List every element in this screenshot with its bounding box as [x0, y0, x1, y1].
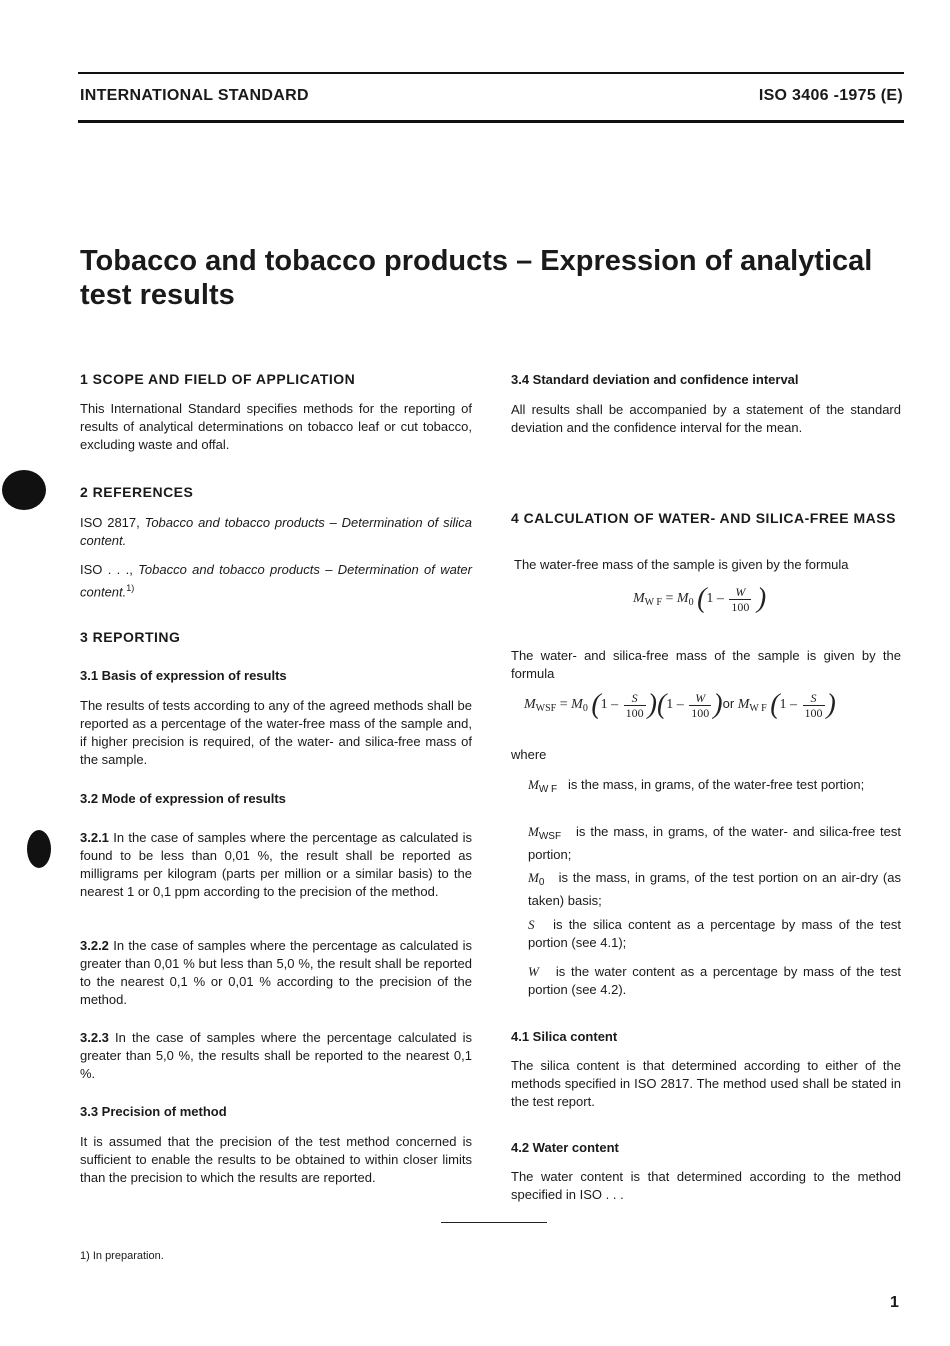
section-3-2-2-text: 3.2.2 In the case of samples where the percentage as calculated is greater than 0,01 % but less than 5,0 %, the result shall be reported to the nearest 0,1 % or 0,01 % according to the precision of the method.: [80, 938, 472, 1007]
punch-hole-mark: [2, 470, 46, 510]
definition-m0: $M_0$ is the mass, in grams, of the test portion on an air-dry (as taken) basis;: [528, 870, 901, 908]
section-4-intro: The water-free mass of the sample is given by the formula: [514, 557, 849, 572]
definition-mwf: $M_{W F}$ is the mass, in grams, of the water-free test portion;: [528, 777, 865, 795]
punch-hole-mark: [27, 830, 51, 868]
section-4-2-text: The water content is that determined according to the method specified in ISO . . .: [511, 1169, 901, 1202]
page-title: Tobacco and tobacco products – Expression of analytical test results: [80, 245, 873, 311]
section-3-3-text: It is assumed that the precision of the test method concerned is sufficient to enable the results to be obtained to within closer limits than the precision to which the results are reported.: [80, 1134, 472, 1185]
reference-2: ISO . . ., Tobacco and tobacco products – Determination of water content.$^{1)}$: [80, 562, 472, 600]
section-3-3-heading: 3.3 Precision of method: [80, 1104, 227, 1119]
where-label: where: [511, 747, 547, 762]
section-4-2-heading: 4.2 Water content: [511, 1140, 619, 1155]
definition-mwsf: $M_{WSF}$ is the mass, in grams, of the water- and silica-free test portion;: [528, 824, 901, 862]
header-rule: [78, 120, 904, 123]
formula-water-free-mass: $M_{W F} = M_0$ (1 – $\frac{W}{100}$ ): [633, 583, 767, 614]
section-1-text: This International Standard specifies methods for the reporting of results of analytical determinations on tobacco leaf or cut tobacco, excluding waste and offal.: [80, 401, 472, 452]
section-4-1-text: The silica content is that determined according to either of the methods specified in ISO 2817. The method used shall be stated in the test report.: [511, 1058, 901, 1109]
definition-s: S is the silica content as a percentage by mass of the test portion (see 4.1);: [528, 917, 901, 950]
section-2-heading: 2 REFERENCES: [80, 484, 194, 500]
top-rule: [78, 72, 904, 74]
section-3-4-text: All results shall be accompanied by a statement of the standard deviation and the confidence interval for the mean.: [511, 402, 901, 435]
header-standard-label: INTERNATIONAL STANDARD: [80, 87, 309, 104]
header-standard-number: ISO 3406 -1975 (E): [758, 87, 903, 104]
section-3-1-text: The results of tests according to any of the agreed methods shall be reported as a percentage of the water-free mass of the sample and, if higher precision is required, of the water- and silica-free mass of the sample.: [80, 698, 472, 767]
reference-1: ISO 2817, Tobacco and tobacco products – Determination of silica content.: [80, 515, 472, 548]
footnote: 1) In preparation.: [80, 1250, 164, 1262]
section-3-1-heading: 3.1 Basis of expression of results: [80, 668, 287, 683]
section-3-2-heading: 3.2 Mode of expression of results: [80, 791, 286, 806]
definition-w: W is the water content as a percentage by mass of the test portion (see 4.2).: [528, 964, 901, 997]
formula-water-silica-free-mass: $M_{WSF} = M_0$ (1 – $\frac{S}{100}$ )(1 – $\frac{W}{100}$ )or $M_{W F}$ (1 – $\frac{S}{100}$ ): [524, 689, 836, 720]
section-4-heading: 4 CALCULATION OF WATER- AND SILICA-FREE MASS: [511, 510, 896, 526]
page-number: 1: [890, 1294, 899, 1311]
section-1-heading: 1 SCOPE AND FIELD OF APPLICATION: [80, 371, 356, 387]
section-3-2-3-text: 3.2.3 In the case of samples where the percentage calculated is greater than 5,0 %, the results shall be reported to the nearest 0,1 %.: [80, 1030, 472, 1081]
section-4-1-heading: 4.1 Silica content: [511, 1029, 618, 1044]
section-3-4-heading: 3.4 Standard deviation and confidence interval: [511, 372, 799, 387]
footnote-divider: [441, 1222, 547, 1223]
section-3-2-1-text: 3.2.1 In the case of samples where the percentage as calculated is found to be less than 0,01 %, the result shall be reported as milligrams per kilogram (parts per million or a similar basis) to the nearest 1 or 0,1 ppm according to the precision of the method.: [80, 830, 472, 899]
section-4-intro-2: The water- and silica-free mass of the sample is given by the formula: [511, 648, 901, 681]
section-3-heading: 3 REPORTING: [80, 629, 181, 645]
